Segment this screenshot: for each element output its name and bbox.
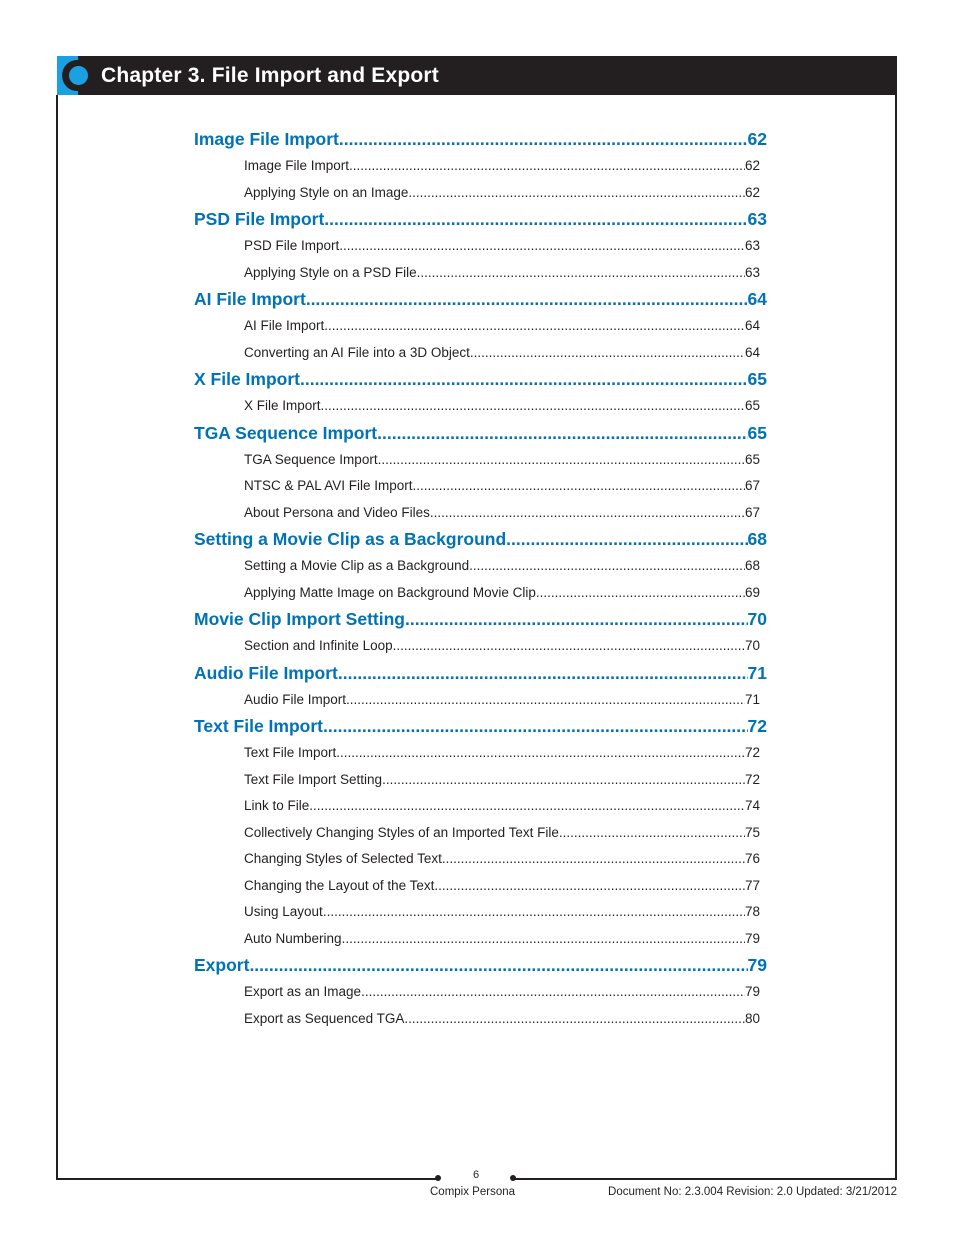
dot-leader [377,420,747,447]
toc-subentry-page: 79 [744,930,760,946]
page-number: 6 [472,1169,480,1181]
toc-subentry-title: About Persona and Video Files [244,504,430,520]
toc-subentry[interactable] [244,393,760,420]
toc-entry-title: Text File Import [194,716,323,736]
toc-entry-title: Movie Clip Import Setting [194,609,405,629]
dot-leader [323,899,745,926]
dot-leader [321,393,745,420]
toc-entry-title: PSD File Import [194,209,325,229]
dot-leader [404,1006,745,1033]
toc-entry[interactable] [194,286,767,313]
dot-leader [300,366,748,393]
toc-subentry[interactable] [244,846,760,873]
toc-subentry-title: Image File Import [244,158,350,173]
toc-subentry-page: 76 [744,851,760,866]
toc-subentry-title: NTSC & PAL AVI File Import [244,478,413,493]
toc-subentry[interactable] [244,340,760,367]
toc-entry[interactable] [194,660,767,687]
frame-dot-right [510,1175,516,1181]
dot-leader [306,286,748,313]
dot-leader [413,473,745,500]
toc-subentry-page: 79 [744,984,760,999]
toc-subentry-title: Using Layout [244,904,323,919]
dot-leader [336,740,745,767]
dot-leader [309,793,745,820]
toc-section [194,952,767,1032]
toc-subentry-title: Applying Matte Image on Background Movie Clip [244,584,536,600]
page-frame-bottom-left [56,1178,438,1180]
toc-subentry-page: 75 [744,824,760,840]
chapter-bullet-icon [69,66,88,85]
toc-subentry-title: Export as an Image [244,984,362,999]
toc-entry[interactable] [194,713,767,740]
toc-section [194,526,767,606]
toc-subentry-page: 64 [744,318,760,333]
toc-entry[interactable] [194,206,767,233]
toc-subentry-page: 72 [744,771,760,787]
toc-subentry-page: 64 [744,344,760,360]
frame-dot-left [435,1175,441,1181]
toc-entry-title: TGA Sequence Import [194,422,378,443]
chapter-title: Chapter 3. File Import and Export [101,64,439,87]
toc-subentry-page: 65 [744,451,760,467]
toc-entry-page: 72 [747,716,767,736]
page-frame-bottom-right [513,1178,897,1180]
table-of-contents [194,126,767,1032]
toc-entry-title: Setting a Movie Clip as a Background [194,529,507,549]
toc-subentry-title: Applying Style on an Image [244,184,409,200]
page-frame-left [56,95,58,1180]
toc-subentry-title: Changing Styles of Selected Text [244,851,442,866]
dot-leader [378,447,745,474]
toc-subentry-title: Text File Import Setting [244,771,383,787]
toc-subentry[interactable] [244,233,760,260]
toc-subentry[interactable] [244,820,760,847]
toc-subentry-page: 74 [744,798,760,813]
toc-subentry-title: AI File Import [244,318,325,333]
toc-entry-page: 68 [747,529,767,549]
toc-subentry-page: 72 [744,745,760,760]
dot-leader [361,979,745,1006]
toc-subentry-title: Auto Numbering [244,930,342,946]
toc-subentry[interactable] [244,260,760,287]
dot-leader [249,952,747,979]
toc-subentry-page: 80 [744,1010,760,1026]
dot-leader [339,126,748,153]
page-frame-right [895,95,897,1180]
dot-leader [559,820,745,847]
toc-section [194,660,767,714]
dot-leader [506,526,747,553]
dot-leader [346,687,745,714]
toc-entry-title: AI File Import [194,289,306,309]
toc-entry[interactable] [194,952,767,979]
dot-leader [417,260,745,287]
toc-subentry-title: PSD File Import [244,238,340,253]
footer-product-name: Compix Persona [430,1186,516,1198]
toc-entry[interactable] [194,526,767,553]
toc-subentry[interactable] [244,793,760,820]
toc-subentry-title: Applying Style on a PSD File [244,264,417,280]
dot-leader [323,713,748,740]
toc-subentry[interactable] [244,1006,760,1033]
toc-entry-page: 71 [747,662,767,683]
toc-entry[interactable] [194,420,767,447]
toc-subentry-title: Audio File Import [244,691,347,707]
toc-subentry-page: 65 [744,398,760,413]
toc-subentry-title: Converting an AI File into a 3D Object [244,344,470,360]
toc-subentry[interactable] [244,473,760,500]
toc-subentry[interactable] [244,873,760,900]
toc-subentry-title: Setting a Movie Clip as a Background [244,558,470,573]
toc-subentry[interactable] [244,687,760,714]
toc-entry-page: 63 [747,209,767,229]
toc-subentry[interactable] [244,553,760,580]
toc-subentry-page: 77 [744,877,760,893]
dot-leader [430,500,745,527]
toc-entry-page: 79 [747,955,767,975]
toc-subentry[interactable] [244,153,760,180]
toc-subentry-title: X File Import [244,398,321,413]
toc-subentry-page: 67 [744,478,760,493]
toc-entry[interactable] [194,606,767,633]
toc-section [194,606,767,660]
toc-subentry-page: 67 [744,504,760,520]
toc-section [194,366,767,420]
toc-subentry-page: 71 [744,691,760,707]
toc-entry-title: Audio File Import [194,662,338,683]
toc-subentry-page: 63 [744,238,760,253]
dot-leader [382,767,745,794]
toc-subentry[interactable] [244,979,760,1006]
toc-section [194,420,767,527]
toc-entry-page: 65 [747,369,767,389]
dot-leader [469,553,745,580]
dot-leader [470,340,745,367]
dot-leader [434,873,745,900]
toc-entry[interactable] [194,366,767,393]
dot-leader [324,206,747,233]
toc-subentry-page: 63 [744,264,760,280]
toc-entry-page: 62 [747,129,767,149]
toc-subentry[interactable] [244,767,760,794]
dot-leader [393,633,745,660]
toc-subentry-title: TGA Sequence Import [244,451,378,467]
toc-subentry[interactable] [244,447,760,474]
dot-leader [342,926,745,953]
dot-leader [536,580,745,607]
dot-leader [408,180,745,207]
toc-section [194,286,767,366]
toc-subentry[interactable] [244,313,760,340]
toc-subentry[interactable] [244,633,760,660]
toc-entry-page: 70 [747,609,767,629]
toc-entry[interactable] [194,126,767,153]
toc-subentry-page: 62 [744,184,760,200]
dot-leader [349,153,745,180]
toc-subentry[interactable] [244,180,760,207]
toc-subentry-title: Collectively Changing Styles of an Imported Text File [244,824,559,840]
toc-entry-page: 65 [747,422,767,443]
dot-leader [324,313,745,340]
toc-section [194,713,767,952]
toc-section [194,206,767,286]
toc-entry-page: 64 [747,289,767,309]
toc-subentry-page: 69 [744,584,760,600]
toc-subentry-title: Section and Infinite Loop [244,638,393,653]
toc-subentry[interactable] [244,899,760,926]
toc-subentry[interactable] [244,580,760,607]
dot-leader [338,660,748,687]
toc-subentry[interactable] [244,500,760,527]
toc-subentry-page: 78 [744,904,760,919]
toc-subentry-title: Link to File [244,798,310,813]
dot-leader [405,606,748,633]
toc-subentry-title: Changing the Layout of the Text [244,877,435,893]
toc-subentry-page: 68 [744,558,760,573]
toc-subentry-page: 62 [744,158,760,173]
toc-subentry-title: Export as Sequenced TGA [244,1010,405,1026]
toc-subentry-page: 70 [744,638,760,653]
toc-subentry[interactable] [244,740,760,767]
dot-leader [442,846,745,873]
toc-entry-title: X File Import [194,369,300,389]
toc-entry-title: Export [194,955,250,975]
dot-leader [339,233,745,260]
toc-subentry-title: Text File Import [244,745,337,760]
footer-document-info: Document No: 2.3.004 Revision: 2.0 Updated: 3/21/2012 [608,1186,897,1198]
toc-subentry[interactable] [244,926,760,953]
toc-section [194,126,767,206]
toc-entry-title: Image File Import [194,129,339,149]
